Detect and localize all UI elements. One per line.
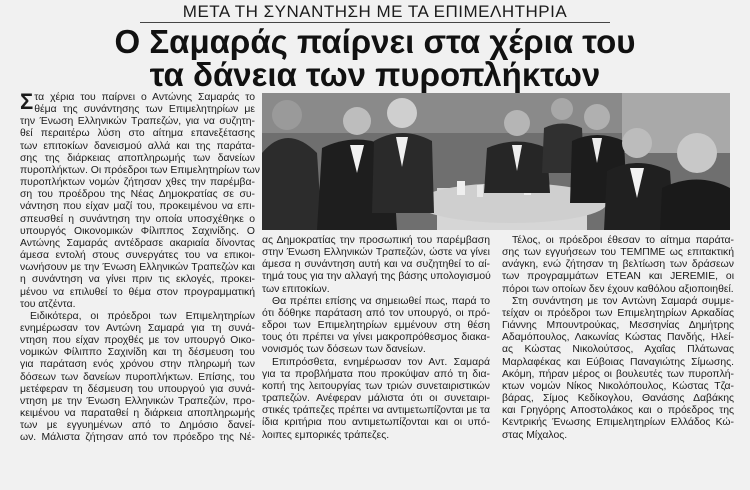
col3-line: Αδαμόπουλος, Λακωνίας Κώστας Πανδής, Ηλεί- <box>502 332 734 344</box>
col1-line: δόσεων των δανείων πυροπλήκτων. Επίσης, του <box>20 371 255 383</box>
col2-line: στικές τράπεζες πρέπει να αντιμετωπίζονται με τα <box>262 405 490 417</box>
headline-line-1: Ο Σαμαράς παίρνει στα χέρια του <box>114 23 636 60</box>
col2-line: τους ότι πρέπει να γίνει μακροπρόθεσμος διακα- <box>262 332 490 344</box>
col3-line: βάρας, Σίμος Κεδίκογλου, Θανάσης Δαβάκης <box>502 393 734 405</box>
col2-line: άμεσα η συνάντηση αυτή και να συζητηθεί το αί- <box>262 259 490 271</box>
col1-line: ση του προέδρου της Νέας Δημοκρατίας σε συ- <box>20 189 255 201</box>
col1-line: πυροπλήκτων. Οι πρόεδροι των Επιμελητηρίων των <box>20 164 260 176</box>
col3-line: στας Μίχαλος. <box>502 429 568 441</box>
col1-line: του ατζέντα. <box>20 298 76 310</box>
col2-line: κοπή της λειτουργίας των τριών συνεταιριστικών <box>262 380 490 392</box>
col3-line: πόροι των οποίων δεν έχουν καθόλου αξιοποιηθεί. <box>502 283 734 295</box>
col2-line: λοιπες εμπορικές τράπεζες. <box>262 429 390 441</box>
section-kicker: ΜΕΤΑ ΤΗ ΣΥΝΑΝΤΗΣΗ ΜΕ ΤΑ ΕΠΙΜΕΛΗΤΗΡΙΑ <box>182 2 568 21</box>
article-column-1 <box>20 89 260 445</box>
col2-line: για τα προβλήματα που προκύψαν από τη δια- <box>262 368 490 380</box>
col2-line: νονισμός των δόσεων των δανείων. <box>262 344 426 356</box>
article-photo <box>262 93 730 230</box>
col1-line: σπευσθεί η συνάντηση την οποία υποσχέθηκε ο <box>20 213 255 225</box>
col1-line: νωνήσουν με την Ένωση Ελληνικών Τραπεζών και <box>20 262 255 274</box>
col2-line: στην Ένωση Ελληνικών Τραπεζών, ώστε να γίνει <box>262 247 490 259</box>
col1-line: σης της διάρκειας αποπληρωμής των δανείων <box>20 152 255 164</box>
col2-line: τραπεζών. Ανέφεραν μάλιστα ότι οι συνεταιρι- <box>262 393 490 405</box>
col3-line: Τέλος, οι πρόεδροι έθεσαν το αίτημα παράτα- <box>512 235 734 246</box>
col1-line: η συνάντηση να γίνει πριν τις εκλογές, προκει- <box>20 274 255 286</box>
col2-line: εδροι των Επιμελητηρίων εμμένουν στη θέση <box>262 320 490 332</box>
col3-line: Γιάννης Μπουντρούκας, Μεσσηνίας Δημήτρης <box>502 320 734 332</box>
col3-line: των προγραμμάτων ΕΤΕΑΝ και JEREMIE, οι <box>502 271 734 283</box>
col1-line: ενημέρωσαν τον Αντώνη Σαμαρά για τη συνά- <box>20 322 255 334</box>
col1-line: τα χέρια του παίρνει ο Αντώνης Σαμαράς το <box>34 92 255 103</box>
col1-line: ντηση που είχαν προχθές με τον υπουργό Οικο- <box>20 335 255 347</box>
col2-line: Θα πρέπει επίσης να σημειωθεί πως, παρά το <box>272 295 490 307</box>
col1-line: ων. Μάλιστα ζήτησαν από τον πρόεδρο της Νέ- <box>20 432 255 444</box>
col1-line: νομικών Φίλιππο Σαχινίδη και τη δέσμευση του <box>20 347 255 359</box>
article-column-3 <box>502 235 734 442</box>
col1-line: των με εγγυημένων από το Δημόσιο δανεί- <box>20 420 255 432</box>
col2-line: των επιτοκίων. <box>262 283 330 295</box>
col3-line: και Γρηγόρης Αποστολάκος και ο πρόεδρος της <box>502 405 734 417</box>
col1-line: θέμα της συνάντησης των Επιμελητηρίων με <box>34 104 255 116</box>
article-headline <box>0 25 750 91</box>
col3-line: τείχαν οι πρόεδροι των Επιμελητηρίων Αρκαδίας <box>502 307 734 319</box>
drop-cap: Σ <box>20 89 34 114</box>
col3-line: κτων νομών Νίκος Νικολόπουλος, Κώστας Τζα- <box>502 380 734 392</box>
col3-line: ανάγκη, ενώ ζήτησαν τη βελτίωση των δράσεων <box>502 259 734 271</box>
col1-line: Αντώνης Σαμαράς αντέδρασε ακαριαία δίνοντας <box>20 237 255 249</box>
col2-line: Επιπρόσθετα, ενημέρωσαν τον Αντ. Σαμαρά <box>272 356 490 368</box>
col2-line: ότι δόθηκε παράταση από τον υπουργό, οι πρό- <box>262 307 490 319</box>
col1-line: ντηση με την Ένωση Ελληνικών Τραπεζών, προ- <box>20 395 255 407</box>
col1-line: πυροπλήκτων νομών ζήτησαν χθες την παρέμβα- <box>20 177 255 189</box>
col1-line: μετέφεραν τη δέσμευση του υπουργού για συνά- <box>20 383 255 395</box>
col3-line: ας Κώστας Νικολούτσος, Αχαΐας Πλάτωνας <box>502 344 734 356</box>
col3-line: Μαρλαφέκας και Εύβοιας Παναγιώτης Σίμωσης. <box>502 356 734 368</box>
col2-line: ας Δημοκρατίας την προσωπική του παρέμβαση <box>262 235 490 246</box>
col3-line: σης των εγγυήσεων του ΤΕΜΠΜΕ ως επιτακτική <box>502 247 734 259</box>
article-column-2 <box>262 235 490 442</box>
col1-line: κειμένου να παραταθεί η διάρκεια αποπληρωμής <box>20 408 255 420</box>
col3-line: Ακόμη, πήραν μέρος οι βουλευτές των πυροπλή- <box>502 368 734 380</box>
meeting-photo-illustration <box>262 93 730 230</box>
col1-line: Ειδικότερα, οι πρόεδροι των Επιμελητηρίων <box>30 310 255 322</box>
col1-line: υπουργός Οικονομικών Φίλιππος Σαχινίδης. Ο <box>20 225 255 237</box>
col2-line: ίδια κριτήρια που αντιμετωπίζονται και οι υπό- <box>262 417 490 429</box>
col1-line: θεί περαιτέρω λύση στο αίτημα επανεξέτασης <box>20 128 255 140</box>
col3-line: Κεντρικής Ένωσης Επιμελητηρίων Ελλάδος Κώ- <box>502 417 734 429</box>
col1-line: μένου να επιλυθεί το θέμα στον προγραμματική <box>20 286 255 298</box>
col1-line: των επιτοκίων δανεισμού αλλά και της παράτα- <box>20 140 255 152</box>
col2-line: τημά τους για την αλλαγή της βάσης υπολογισμού <box>262 271 491 283</box>
headline-line-2: τα δάνεια των πυροπλήκτων <box>149 56 601 93</box>
col1-line: για παράταση ενός χρόνου στην πληρωμή των <box>20 359 255 371</box>
col1-line: άμεσα εντολή στους συνεργάτες του να επικοι- <box>20 250 255 262</box>
col1-line: νάντηση που είχαν μαζί του, προκειμένου να επι- <box>20 201 255 213</box>
col3-line: Στη συνάντηση με τον Αντώνη Σαμαρά συμμε- <box>512 295 734 307</box>
col1-line: την Ένωση Ελληνικών Τραπεζών, για να συζητη- <box>20 116 255 128</box>
